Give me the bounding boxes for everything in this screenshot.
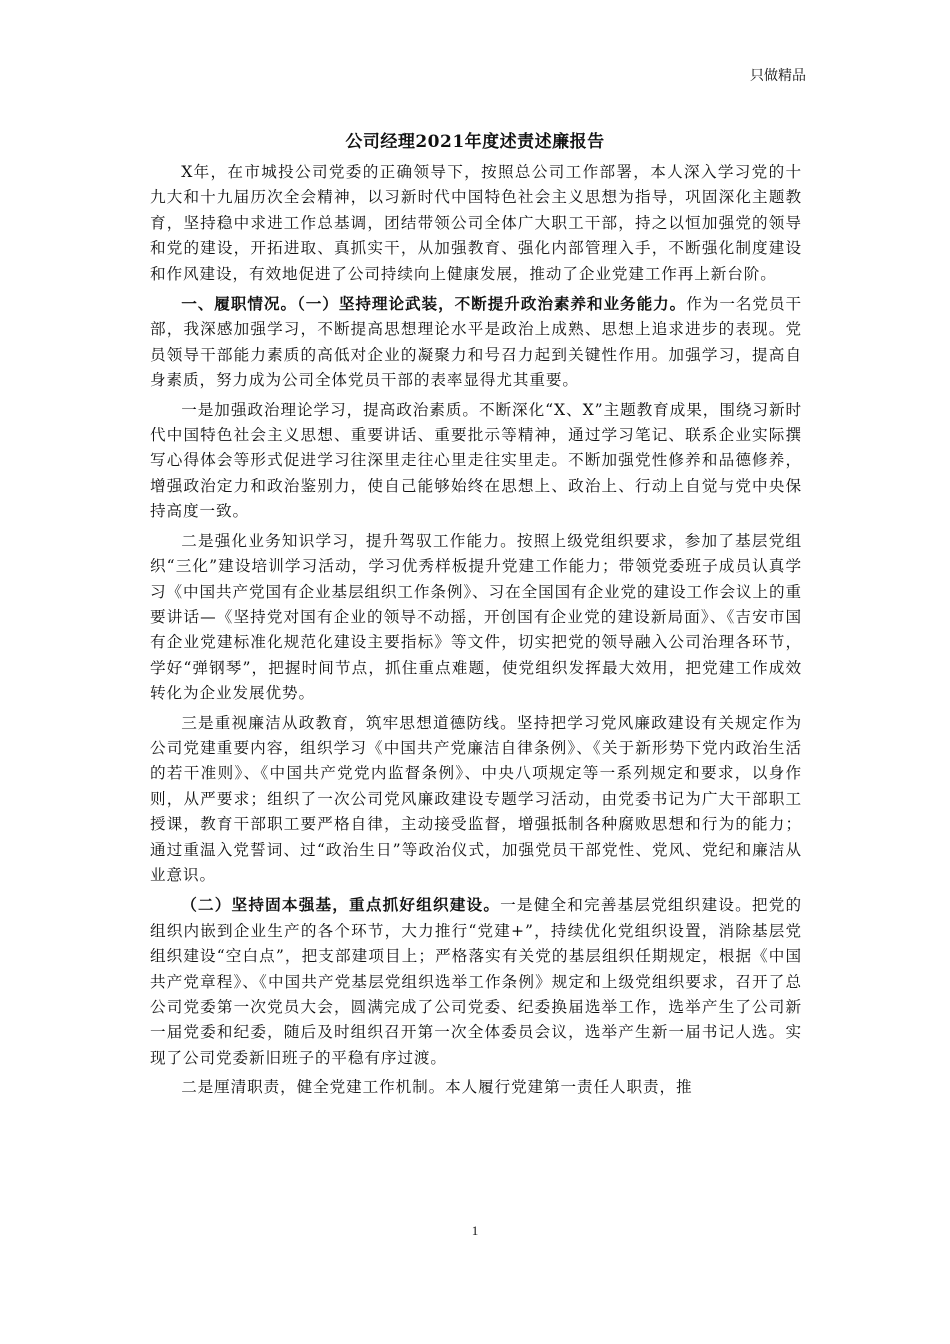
paragraph-7 (150, 1075, 802, 1100)
paragraph-2 (150, 291, 802, 394)
paragraph-4 (150, 529, 802, 707)
paragraph-text: X年，在市城投公司党委的正确领导下，按照总公司工作部署，本人深入学习党的十九大和十九届历次全会精神，以习新时代中国特色社会主义思想为指导，巩固深化主题教育，坚持稳中求进工作总基调，团结带领公司全体广大职工干部，持之以恒加强党的领导和党的建设，开拓进取、真抓实干，从加强教育、强化内部管理入手，不断强化制度建设和作风建设，有效地促进了公司持续向上健康发展，推动了企业党建工作再上新台阶。 (150, 163, 802, 283)
paragraph-text: 作为一名党员干部，我深感加强学习，不断提高思想理论水平是政治上成熟、思想上追求进步的表现。党员领导干部能力素质的高低对企业的凝聚力和号召力起到关键性作用。加强学习，提高自身素质，努力成为公司全体党员干部的表率显得尤其重要。 (150, 295, 802, 390)
paragraph-text: 二是厘清职责，健全党建工作机制。本人履行党建第一责任人职责，推 (181, 1078, 693, 1097)
page-number: 1 (471, 1223, 479, 1238)
paragraph-5 (150, 711, 802, 889)
paragraph-6 (150, 892, 802, 1071)
paragraph-text: 三是重视廉洁从政教育，筑牢思想道德防线。坚持把学习党风廉政建设有关规定作为公司党建重要内容，组织学习《中国共产党廉洁自律条例》、《关于新形势下党内政治生活的若干准则》、《中国共产党党内监督条例》、中央八项规定等一系列规定和要求，以身作则，从严要求；组织了一次公司党风廉政建设专题学习活动，由党委书记为广大干部职工授课，教育干部职工要严格自律，主动接受监督，增强抵制各种腐败思想和行为的能力；通过重温入党誓词、过“政治生日”等政治仪式，加强党员干部党性、党风、党纪和廉洁从业意识。 (150, 713, 802, 884)
paragraph-3 (150, 398, 802, 525)
paragraph-text: 一是加强政治理论学习，提高政治素质。不断深化“X、X”主题教育成果，围绕习新时代中国特色社会主义思想、重要讲话、重要批示等精神，通过学习笔记、联系企业实际撰写心得体会等形式促进学习往深里走往心里走往实里走。不断加强党性修养和品德修养，增强政治定力和政治鉴别力，使自己能够始终在思想上、政治上、行动上自觉与党中央保持高度一致。 (150, 400, 802, 521)
section-heading: （二）坚持固本强基，重点抓好组织建设。 (181, 895, 501, 915)
document-body (150, 160, 802, 1105)
document-title: 公司经理2021年度述责述廉报告 (345, 132, 605, 152)
section-heading: 一、履职情况。（一）坚持理论武装，不断提升政治素养和业务能力。 (181, 294, 687, 314)
paragraph-text: 一是健全和完善基层党组织建设。把党的组织内嵌到企业生产的各个环节，大力推行“党建+”，持续优化党组织设置，消除基层党组织建设“空白点”，把支部建项目上；严格落实有关党的基层组织任期规定，根据《中国共产党章程》、《中国共产党基层党组织选举工作条例》规定和上级党组织要求，召开了总公司党委第一次党员大会，圆满完成了公司党委、纪委换届选举工作，选举产生了公司新一届党委和纪委，随后及时组织召开第一次全体委员会议，选举产生新一届书记人选。实现了公司党委新旧班子的平稳有序过渡。 (150, 896, 803, 1067)
paragraph-text: 二是强化业务知识学习，提升驾驭工作能力。按照上级党组织要求，参加了基层党组织“三化”建设培训学习活动，学习优秀样板提升党建工作能力；带领党委班子成员认真学习《中国共产党国有企业基层组织工作条例》、习在全国国有企业党的建设工作会议上的重要讲话—《坚持党对国有企业的领导不动摇，开创国有企业党的建设新局面》、《吉安市国有企业党建标准化规范化建设主要指标》等文件，切实把党的领导融入公司治理各环节，学好“弹钢琴”，把握时间节点，抓住重点难题，使党组织发挥最大效用，把党建工作成效转化为企业发展优势。 (150, 531, 802, 703)
header-note: 只做精品 (750, 68, 806, 84)
paragraph-1 (150, 160, 802, 287)
